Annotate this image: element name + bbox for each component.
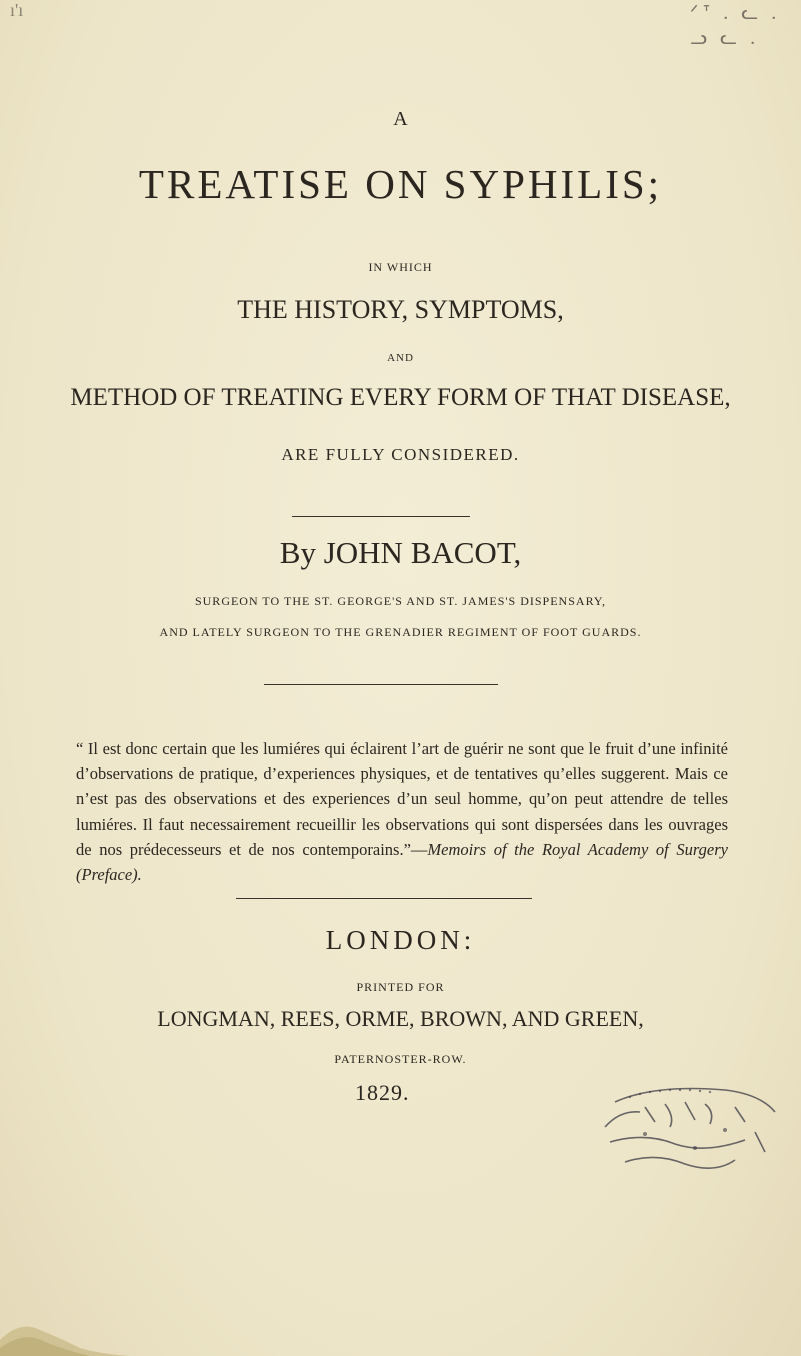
divider-rule [236, 898, 532, 899]
article-a: A [393, 108, 408, 130]
divider-rule [292, 516, 470, 517]
publication-year: 1829. [355, 1080, 410, 1105]
street-line: PATERNOSTER-ROW. [334, 1052, 467, 1066]
corner-mark: ı'ı [10, 0, 24, 20]
quote-text: “ Il est donc certain que les lumiéres qui éclairent l’art de guérir ne sont que le fruit d’une infinité d’observations de pratique, d’experiences physiques, et de tentatives qu’elles suggerent. Mais ce n’est pas des observations et des experiences d’un seul homme, qu’on peut attendre de telles lumiéres. Il faut necessairement recueillir les observations qui sont dispersées dans les ouvrages de nos prédecesseurs et de nos contemporains.”— [76, 739, 728, 859]
epigraph-quote [76, 736, 728, 887]
quote-preface: (Preface). [76, 865, 142, 885]
author-line [0, 535, 801, 571]
subtitle-method: METHOD OF TREATING EVERY FORM OF THAT DISEASE, [70, 384, 731, 411]
author-by: By [279, 535, 316, 570]
imprint-city: LONDON: [325, 925, 476, 955]
subtitle-fully: ARE FULLY CONSIDERED. [281, 445, 520, 464]
paper-stain [0, 1300, 130, 1356]
quote-source: Memoirs of the Royal Academy of Surgery [427, 839, 728, 859]
in-which-line: IN WHICH [368, 260, 433, 274]
author-name: JOHN BACOT, [323, 535, 522, 570]
book-title: TREATISE ON SYPHILIS; [138, 161, 663, 207]
header-mark: ᐟᐪ . ᓚ . ᓗ ᓚ . [690, 2, 781, 49]
affiliation-line-1: SURGEON TO THE ST. GEORGE'S AND ST. JAMES'S DISPENSARY, [194, 594, 607, 608]
printed-for-line: PRINTED FOR [356, 980, 445, 994]
and-line: AND [387, 352, 414, 364]
publisher-line: LONGMAN, REES, ORME, BROWN, AND GREEN, [157, 1006, 644, 1031]
affiliation-line-2: AND LATELY SURGEON TO THE GRENADIER REGIMENT OF FOOT GUARDS. [159, 625, 642, 639]
library-stamp [585, 1082, 785, 1182]
divider-rule [264, 684, 498, 685]
subtitle-history: THE HISTORY, SYMPTOMS, [237, 295, 564, 324]
